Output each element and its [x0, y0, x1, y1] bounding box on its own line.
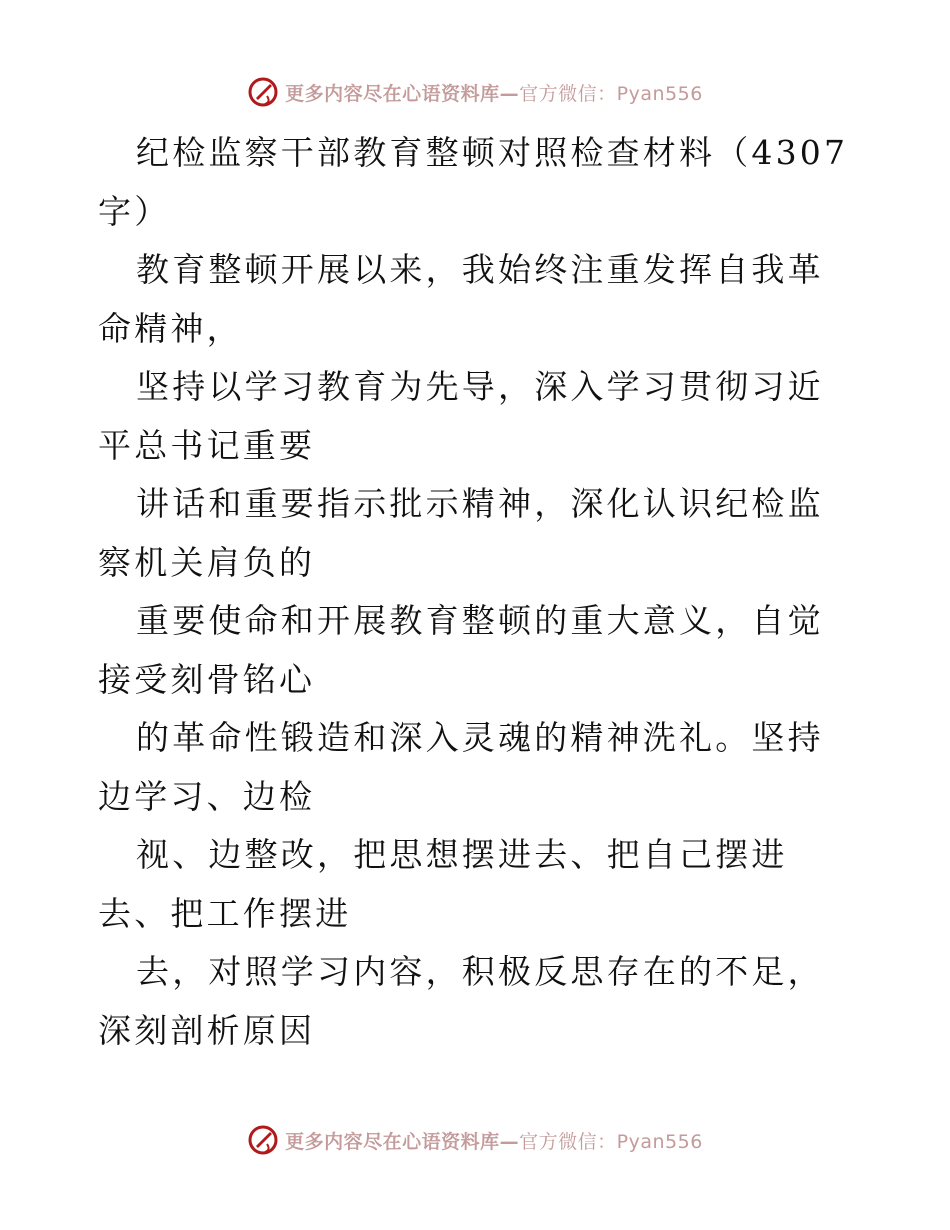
paragraph: 视、边整改，把思想摆进去、把自己摆进去、把工作摆进 [98, 835, 788, 933]
footer-banner [0, 1120, 950, 1160]
document-title: 纪检监察干部教育整顿对照检查材料（4307字） [98, 133, 849, 231]
paragraph: 去，对照学习内容，积极反思存在的不足，深刻剖析原因 [98, 952, 824, 1050]
paragraph: 讲话和重要指示批示精神，深化认识纪检监察机关肩负的 [98, 484, 824, 582]
paragraph: 教育整顿开展以来，我始终注重发挥自我革命精神， [98, 250, 824, 348]
logo-icon [247, 76, 279, 108]
paragraph: 的革命性锻造和深入灵魂的精神洗礼。坚持边学习、边检 [98, 718, 824, 816]
banner-text: 更多内容尽在心语资料库—官方微信：Pyan556 [285, 1130, 703, 1153]
paragraph: 坚持以学习教育为先导，深入学习贯彻习近平总书记重要 [98, 367, 824, 465]
logo-icon [247, 1124, 279, 1156]
banner-text: 更多内容尽在心语资料库—官方微信：Pyan556 [285, 82, 703, 105]
header-banner [0, 72, 950, 112]
paragraph: 重要使命和开展教育整顿的重大意义，自觉接受刻骨铭心 [98, 601, 824, 699]
document-body [98, 124, 858, 1060]
